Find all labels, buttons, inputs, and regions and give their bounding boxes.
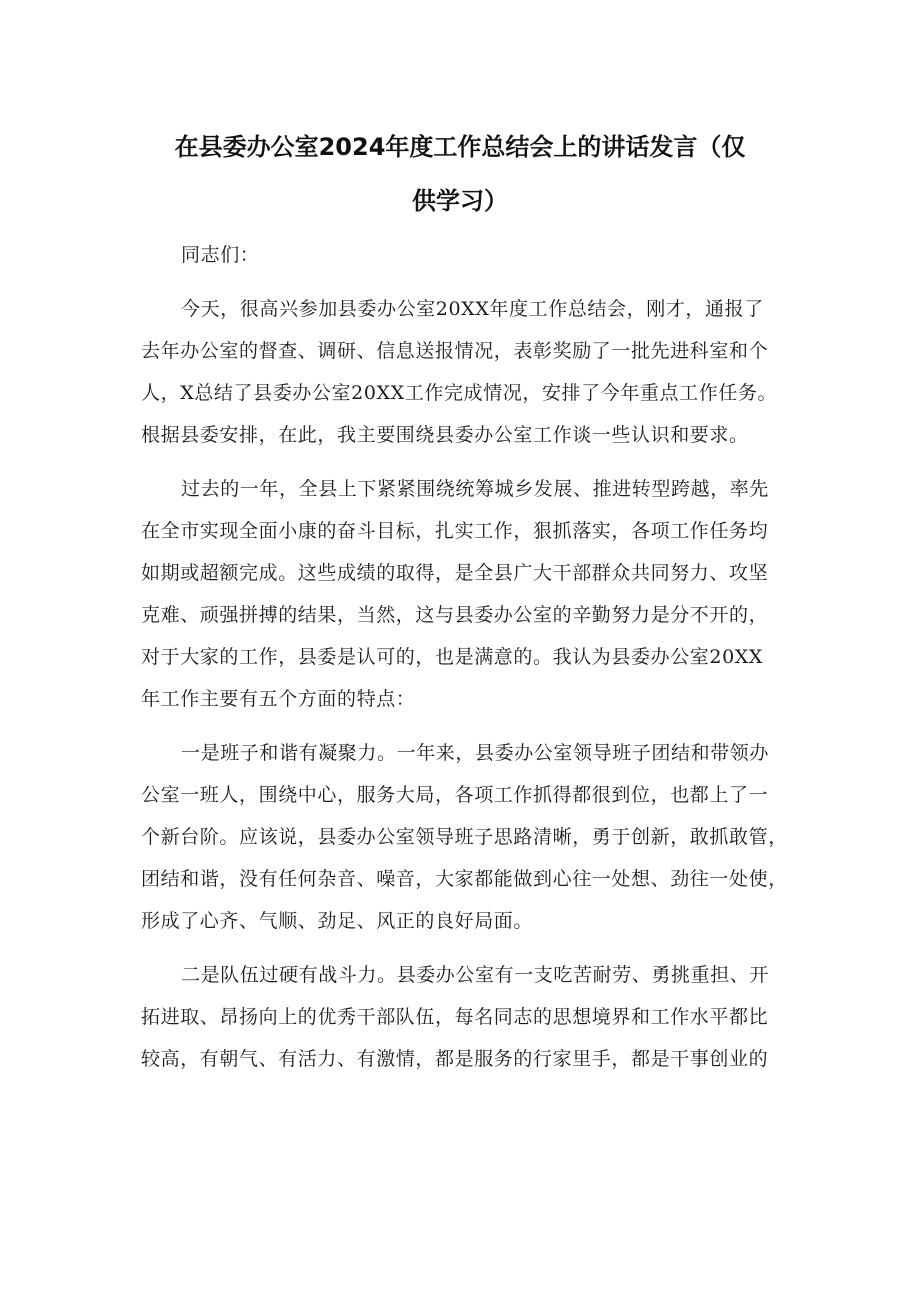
paragraph-2 bbox=[141, 468, 801, 720]
paragraph-line: 拓进取、昂扬向上的优秀干部队伍，每名同志的思想境界和工作水平都比 bbox=[141, 1006, 769, 1028]
paragraph-line: 一是班子和谐有凝聚力。一年来，县委办公室领导班子团结和带领办 bbox=[181, 742, 770, 764]
paragraph-line: 公室一班人，围绕中心，服务大局，各项工作抓得都很到位，也都上了一 bbox=[141, 784, 769, 806]
paragraph-line: 对于大家的工作，县委是认可的，也是满意的。我认为县委办公室20XX bbox=[141, 646, 764, 668]
paragraph-line: 如期或超额完成。这些成绩的取得，是全县广大干部群众共同努力、攻坚 bbox=[141, 562, 769, 584]
paragraph-1 bbox=[141, 288, 801, 456]
paragraph-line: 过去的一年，全县上下紧紧围绕统筹城乡发展、推进转型跨越，率先 bbox=[181, 478, 770, 500]
paragraph-line: 今天，很高兴参加县委办公室20XX年度工作总结会，刚才，通报了 bbox=[181, 298, 764, 320]
salutation-text: 同志们： bbox=[181, 244, 260, 266]
salutation bbox=[141, 234, 801, 276]
paragraph-4 bbox=[141, 954, 801, 1080]
document-title bbox=[120, 122, 800, 226]
paragraph-line: 年工作主要有五个方面的特点： bbox=[141, 688, 416, 710]
document-body bbox=[141, 234, 801, 1080]
title-line: 供学习） bbox=[412, 187, 508, 215]
paragraph-line: 根据县委安排，在此，我主要围绕县委办公室工作谈一些认识和要求。 bbox=[141, 424, 749, 446]
paragraph-line: 克难、顽强拼搏的结果，当然，这与县委办公室的辛勤努力是分不开的， bbox=[141, 604, 769, 626]
paragraph-3 bbox=[141, 732, 801, 942]
paragraph-line: 较高，有朝气、有活力、有激情，都是服务的行家里手，都是干事创业的 bbox=[141, 1048, 769, 1070]
paragraph-line: 二是队伍过硬有战斗力。县委办公室有一支吃苦耐劳、勇挑重担、开 bbox=[181, 964, 770, 986]
paragraph-line: 在全市实现全面小康的奋斗目标，扎实工作，狠抓落实，各项工作任务均 bbox=[141, 520, 769, 542]
paragraph-line: 人，X总结了县委办公室20XX工作完成情况，安排了今年重点工作任务。 bbox=[141, 382, 778, 404]
paragraph-line: 去年办公室的督查、调研、信息送报情况，表彰奖励了一批先进科室和个 bbox=[141, 340, 769, 362]
paragraph-line: 个新台阶。应该说，县委办公室领导班子思路清晰，勇于创新，敢抓敢管， bbox=[141, 826, 788, 848]
paragraph-line: 团结和谐，没有任何杂音、噪音，大家都能做到心往一处想、劲往一处使， bbox=[141, 868, 788, 890]
title-line: 在县委办公室2024年度工作总结会上的讲话发言（仅 bbox=[174, 133, 746, 161]
paragraph-line: 形成了心齐、气顺、劲足、风正的良好局面。 bbox=[141, 910, 534, 932]
